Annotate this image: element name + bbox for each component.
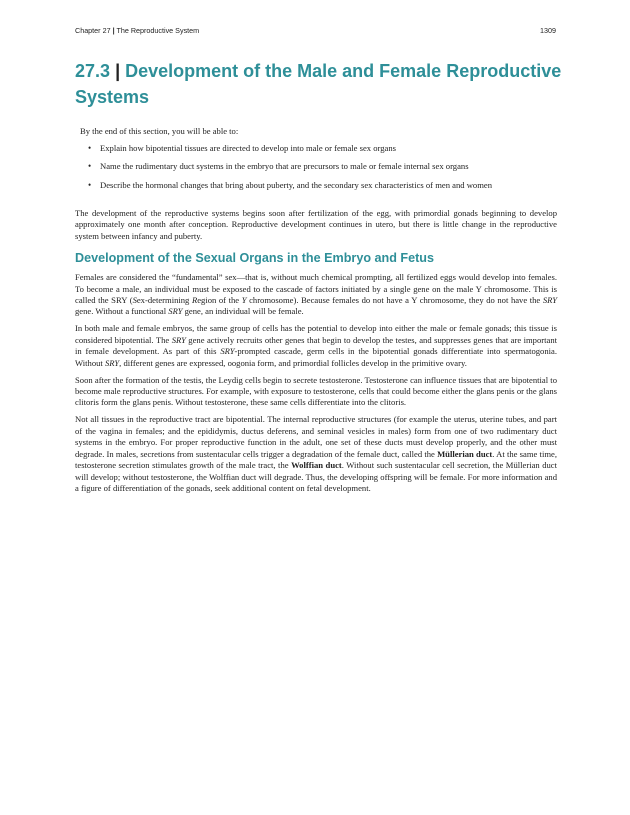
header-separator: | — [112, 26, 115, 35]
chapter-label: Chapter 27 — [75, 26, 111, 35]
italic-run: SRY — [104, 357, 120, 368]
subsection-heading: Development of the Sexual Organs in the Embryo and Fetus — [75, 251, 434, 266]
text-run: gene actively recruits other genes that begin to develop the testes, and suppresses genes that are important in female development. As part of this — [75, 334, 558, 357]
intro-paragraph: The development of the reproductive systems begins soon after fertilization of the egg, with primordial gonads beginning to develop approximately one month after conception. Reproductive development continues in utero, but there is little change in the reproductive system between infancy and puberty. — [75, 208, 557, 241]
text-run: gene. Without a functional — [75, 306, 169, 317]
text-run: ex-determining — [136, 295, 192, 306]
text-run: -prompted cascade, germ cells in the bipotential gonads differentiate into spermatogonia. Without — [75, 346, 557, 368]
text-run: . Without such sustentacular cell secretion, the Müllerian duct will develop; without testosterone, the Wolffian duct will degrade. Thus, the developing offspring will be female. For more information and a figure of differentiation of the gonads, seek additional content on fetal development. — [75, 460, 557, 493]
page-number: 1309 — [540, 26, 556, 35]
text-run: Not all tissues in the reproductive tract are bipotential. The internal reproductive structures (for example the uterus, uterine tubes, and part of the vagina in females; and the epididymis, ductus deferens, and seminal vesicles in males) form from one of two rudimentary duct systems in the embryo. For proper reproductive function in the adult, one set of these ducts must develop properly, and the other must degrade. In males, secretions from sustentacular cells trigger a degradation of the female duct, called the — [75, 414, 557, 459]
objectives-list — [80, 144, 560, 190]
paragraph-sry — [75, 272, 557, 318]
section-number: 27.3 — [75, 61, 111, 81]
text-run: egion of the — [197, 295, 242, 306]
section-separator: | — [115, 61, 121, 81]
section-title-text: Development of the Male and Female Reproductive Systems — [75, 61, 562, 107]
text-run: gene, an individual will be female. — [182, 306, 304, 317]
objective-item: • Explain how bipotential tissues are directed to develop into male or female sex organs — [100, 144, 560, 153]
chapter-title: The Reproductive System — [116, 26, 200, 35]
body-content — [75, 208, 557, 500]
text-run: chromosome). Because females do not have a Y chromosome, they do not have the — [246, 295, 543, 306]
text-run: . At the same time, testosterone secretion stimulates growth of the male tract, the — [75, 448, 557, 471]
objective-item: • Name the rudimentary duct systems in the embryo that are precursors to male or female internal sex organs — [100, 162, 560, 171]
paragraph-duct-systems — [75, 414, 557, 494]
paragraph-bipotential — [75, 323, 557, 369]
term-mullerian-duct: Müllerian duct — [437, 448, 493, 459]
text-run: In both male and female embryos, the same group of cells has the potential to develop into either the male or female gonads; this tissue is considered bipotential. The — [75, 323, 557, 345]
section-title — [75, 58, 565, 110]
term-wolffian-duct: Wolffian duct — [291, 460, 342, 471]
italic-run: SRY — [168, 306, 183, 317]
italic-run: SRY — [542, 295, 558, 306]
text-run: Females are considered the “fundamental” sex—that is, without much chemical prompting, all fertilized eggs would develop into females. To become a male, an individual must be exposed to the cascade of factors initiated by a single gene on the male Y chromosome. This is called the SRY ( — [75, 272, 557, 306]
paragraph-testosterone: Soon after the formation of the testis, the Leydig cells begin to secrete testosterone. Testosterone can influence tissues that are bipotential to become male reproductive structures. For example, with exposure to testosterone, cells that could become either the glans penis or the glans clitoris form the glans penis. Without testosterone, these same cells differentiate into the clitoris. — [75, 374, 557, 408]
italic-run: SRY — [171, 334, 186, 345]
italic-run: SRY — [220, 346, 235, 357]
chapter-label-group — [75, 26, 199, 35]
text-run: , different genes are expressed, oogonia form, and primordial follicles develop in the primitive ovary. — [119, 357, 467, 368]
italic-run: R — [191, 295, 198, 306]
objective-item: • Describe the hormonal changes that bring about puberty, and the secondary sex characteristics of men and women — [100, 181, 560, 190]
objectives-intro: By the end of this section, you will be able to: — [80, 126, 239, 136]
italic-run: Y — [241, 295, 247, 306]
italic-run: S — [132, 295, 137, 306]
learning-objectives — [80, 126, 560, 199]
running-header — [75, 26, 556, 35]
